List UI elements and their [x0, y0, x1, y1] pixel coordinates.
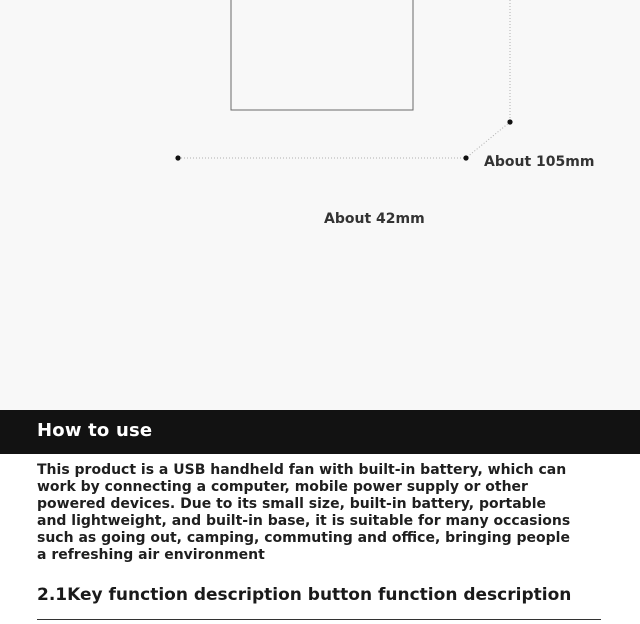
dimension-point-top	[507, 119, 512, 124]
product-description: This product is a USB handheld fan with built-in battery, which can work by connecting a computer, mobile power supply or other powered devices. Due to its small size, built-in battery, portable and lightweight, and built-in base, it is suitable for many occasions such as going out, camping, commuting and office, bringing people a refreshing air environment	[37, 462, 571, 563]
how-to-use-content	[0, 454, 640, 624]
how-to-use-title: How to use	[37, 420, 153, 441]
product-base-outline	[231, 0, 413, 110]
dimension-point-left	[175, 155, 180, 160]
diagonal-dimension-line	[466, 122, 510, 158]
key-function-heading: 2.1Key function description button function description	[37, 585, 572, 605]
width-dimension-label: About 42mm	[324, 211, 425, 227]
section-divider	[37, 619, 601, 620]
how-to-use-header	[0, 410, 640, 454]
length-dimension-label: About 105mm	[484, 154, 595, 170]
dimension-point-right	[463, 155, 468, 160]
